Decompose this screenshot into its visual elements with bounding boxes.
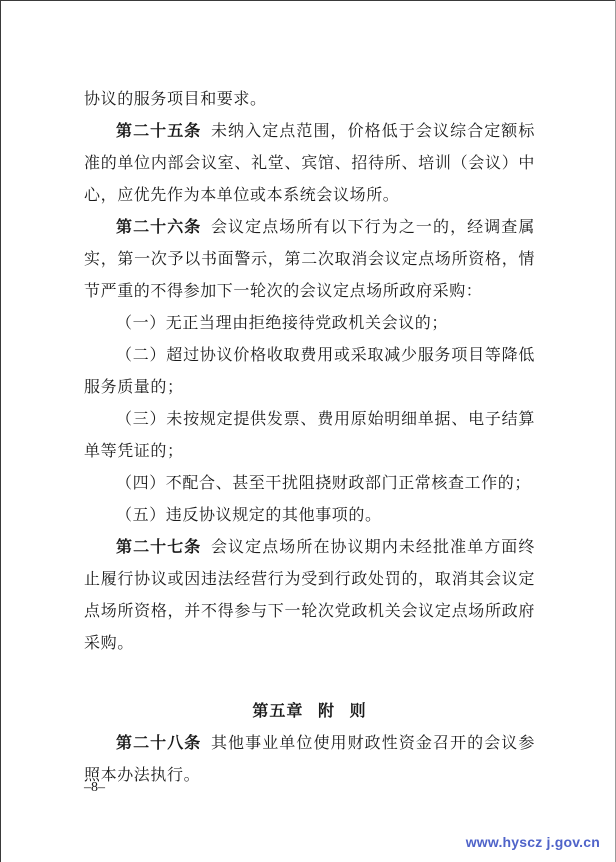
article-text: 会议定点场所有以下行为之一的，经调查属实，第一次予以书面警示，第二次取消会议定点场所资格，情节严重的不得参加下一轮次的会议定点场所政府采购： [84,217,535,300]
article-number: 第二十五条 [116,121,202,140]
page-frame-top-edge [0,0,616,1]
article-number: 第二十七条 [116,537,202,556]
article-25 [84,115,535,211]
document-body [84,83,535,791]
list-item-text: （三）未按规定提供发票、费用原始明细单据、电子结算单等凭证的； [84,409,535,460]
list-item-1 [84,307,535,339]
article-28 [84,727,535,791]
list-item-text: （五）违反协议规定的其他事项的。 [116,505,382,524]
article-26 [84,211,535,307]
page-frame-left-edge [0,0,1,862]
article-number: 第二十八条 [116,733,202,752]
page-number: –8– [84,780,105,795]
list-item-2 [84,339,535,403]
chapter-heading: 第五章 附 则 [252,701,367,720]
site-watermark: www.hyscz j.gov.cn [465,834,600,850]
article-text: 未纳入定点范围，价格低于会议综合定额标准的单位内部会议室、礼堂、宾馆、招待所、培训（会议）中心，应优先作为本单位或本系统会议场所。 [84,121,535,204]
list-item-4 [84,467,535,499]
article-text: 会议定点场所在协议期内未经批准单方面终止履行协议或因违法经营行为受到行政处罚的，取消其会议定点场所资格，并不得参与下一轮次党政机关会议定点场所政府采购。 [84,537,535,652]
paragraph-continuation [84,83,535,115]
article-27 [84,531,535,659]
list-item-5 [84,499,535,531]
list-item-3 [84,403,535,467]
article-text: 其他事业单位使用财政性资金召开的会议参照本办法执行。 [84,733,535,784]
list-item-text: （四）不配合、甚至干扰阻挠财政部门正常核查工作的； [116,473,532,492]
list-item-text: （一）无正当理由拒绝接待党政机关会议的； [116,313,449,332]
article-number: 第二十六条 [116,217,202,236]
list-item-text: （二）超过协议价格收取费用或采取减少服务项目等降低服务质量的； [84,345,535,396]
paragraph-text: 协议的服务项目和要求。 [84,89,267,108]
